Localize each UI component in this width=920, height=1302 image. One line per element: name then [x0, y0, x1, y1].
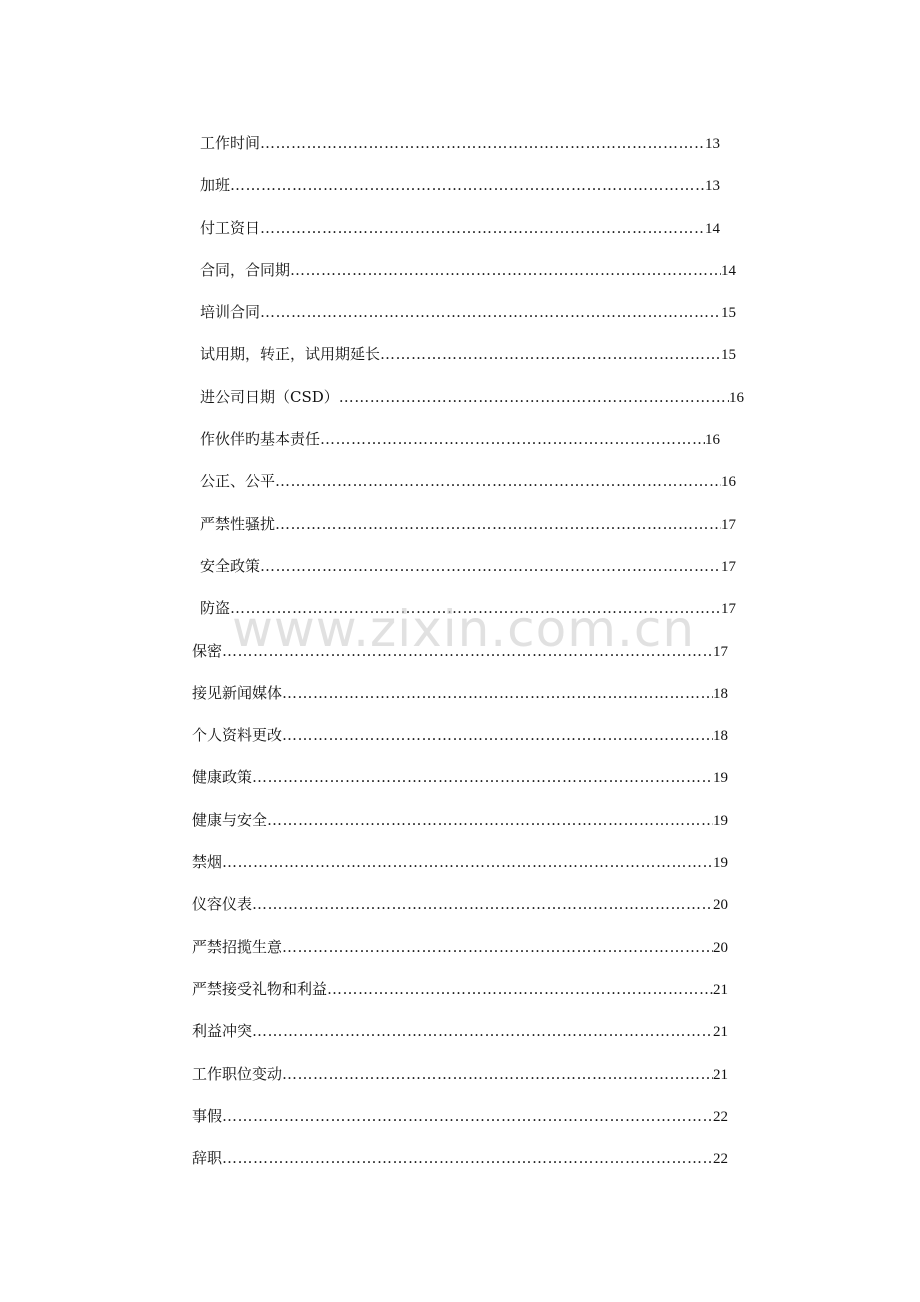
toc-entry[interactable]: [0, 756, 920, 798]
toc-entry-page: 18: [713, 728, 728, 745]
toc-leader-dots: [290, 249, 721, 291]
toc-leader-dots: [282, 672, 713, 714]
toc-entry-page: 15: [721, 305, 736, 322]
toc-entry-title: 禁烟: [192, 853, 223, 872]
toc-entry-title: 工作时间: [200, 134, 261, 152]
toc-leader-dots: [252, 883, 713, 925]
toc-entry-title: 试用期，转正，试用期延长: [200, 345, 381, 364]
toc-entry[interactable]: [0, 418, 920, 460]
toc-entry-title: 严禁接受礼物和利益: [192, 979, 328, 998]
toc-entry[interactable]: [0, 545, 920, 587]
toc-leader-dots: [222, 1137, 713, 1179]
toc-entry-title: 个人资料更改: [192, 726, 283, 745]
toc-leader-dots: [282, 714, 713, 756]
toc-entry-page: 17: [721, 601, 736, 618]
toc-entry[interactable]: [0, 460, 920, 502]
toc-leader-dots: [252, 756, 713, 798]
toc-entry-page: 17: [713, 643, 728, 660]
toc-entry-page: 22: [713, 1108, 728, 1125]
toc-leader-dots: [282, 1053, 713, 1095]
watermark: www.zixin.com.cn: [232, 600, 696, 658]
toc-entry-page: 14: [721, 262, 736, 279]
toc-entry-page: 21: [713, 981, 728, 998]
toc-entry-title: 公正、公平: [200, 472, 276, 491]
toc-entry-title: 付工资日: [200, 218, 261, 237]
toc-entry[interactable]: [0, 164, 920, 206]
toc-entry[interactable]: [0, 799, 920, 841]
toc-entry-title: 严禁招揽生意: [192, 937, 283, 956]
toc-entry-title: 作伙伴旳基本责任: [200, 430, 321, 449]
toc-entry-page: 15: [721, 347, 736, 364]
toc-entry-title: 加班: [200, 176, 231, 195]
toc-entry-page: 22: [713, 1151, 728, 1168]
toc-entry-title: 仪容仪表: [192, 895, 253, 914]
toc-entry-page: 14: [705, 220, 720, 237]
toc-entry-title: 进公司日期（CSD）: [200, 387, 339, 406]
toc-leader-dots: [230, 164, 705, 206]
toc-entry[interactable]: [0, 883, 920, 925]
toc-entry-page: 20: [713, 939, 728, 956]
toc-leader-dots: [339, 376, 729, 418]
toc-entry-page: 20: [713, 897, 728, 914]
toc-entry-title: 安全政策: [200, 556, 261, 575]
toc-leader-dots: [327, 968, 713, 1010]
toc-leader-dots: [275, 460, 721, 502]
toc-entry[interactable]: [0, 1010, 920, 1052]
toc-leader-dots: [222, 841, 713, 883]
toc-entry[interactable]: [0, 376, 920, 418]
toc-entry[interactable]: [0, 122, 920, 164]
toc-entry-page: 13: [705, 136, 720, 152]
toc-entry-title: 培训合同: [200, 303, 261, 322]
toc-entry-title: 健康政策: [192, 768, 253, 787]
toc-entry-page: 19: [713, 770, 728, 787]
toc-leader-dots: [275, 503, 721, 545]
toc-entry-page: 16: [729, 389, 744, 406]
toc-entry[interactable]: [0, 333, 920, 375]
toc-entry-title: 辞职: [192, 1149, 223, 1168]
toc-leader-dots: [320, 418, 705, 460]
toc-entry[interactable]: [0, 249, 920, 291]
toc-entry-page: 21: [713, 1024, 728, 1041]
toc-entry[interactable]: [0, 630, 920, 672]
toc-entry-page: 17: [721, 558, 736, 575]
toc-entry[interactable]: [0, 207, 920, 249]
toc-entry-title: 事假: [192, 1106, 223, 1125]
toc-entry[interactable]: [0, 926, 920, 968]
toc-leader-dots: [260, 545, 721, 587]
toc-entry-page: 16: [721, 474, 736, 491]
toc-entry-page: 21: [713, 1066, 728, 1083]
toc-entry-page: 19: [713, 812, 728, 829]
toc-entry[interactable]: [0, 841, 920, 883]
toc-entry[interactable]: [0, 587, 920, 629]
toc-entry-title: 严禁性骚扰: [200, 514, 276, 533]
toc-entry-title: 健康与安全: [192, 810, 268, 829]
toc-leader-dots: [230, 587, 721, 629]
toc-entry[interactable]: [0, 1137, 920, 1179]
toc-entry-page: 13: [705, 178, 720, 195]
toc-entry-page: 16: [705, 432, 720, 449]
toc-entry[interactable]: [0, 503, 920, 545]
toc-leader-dots: [222, 1095, 713, 1137]
toc-entry-page: 19: [713, 855, 728, 872]
toc-entry-title: 合同，合同期: [200, 260, 291, 279]
toc-entry-page: 18: [713, 685, 728, 702]
toc-entry[interactable]: [0, 968, 920, 1010]
toc-entry[interactable]: [0, 1095, 920, 1137]
toc-leader-dots: [260, 207, 705, 249]
toc-entry[interactable]: [0, 291, 920, 333]
table-of-contents: [0, 122, 920, 1179]
toc-entry[interactable]: [0, 1053, 920, 1095]
toc-leader-dots: [380, 333, 721, 375]
toc-entry-title: 防盗: [200, 599, 231, 618]
toc-entry[interactable]: [0, 672, 920, 714]
toc-entry-title: 保密: [192, 641, 223, 660]
toc-entry-page: 17: [721, 516, 736, 533]
toc-entry-title: 工作职位变动: [192, 1064, 283, 1083]
toc-leader-dots: [267, 799, 713, 841]
toc-leader-dots: [222, 630, 713, 672]
toc-leader-dots: [260, 291, 721, 333]
toc-entry[interactable]: [0, 714, 920, 756]
toc-entry-title: 利益冲突: [192, 1022, 253, 1041]
toc-leader-dots: [282, 926, 713, 968]
toc-leader-dots: [252, 1010, 713, 1052]
toc-entry-title: 接见新闻媒体: [192, 683, 283, 702]
toc-leader-dots: [260, 122, 705, 164]
